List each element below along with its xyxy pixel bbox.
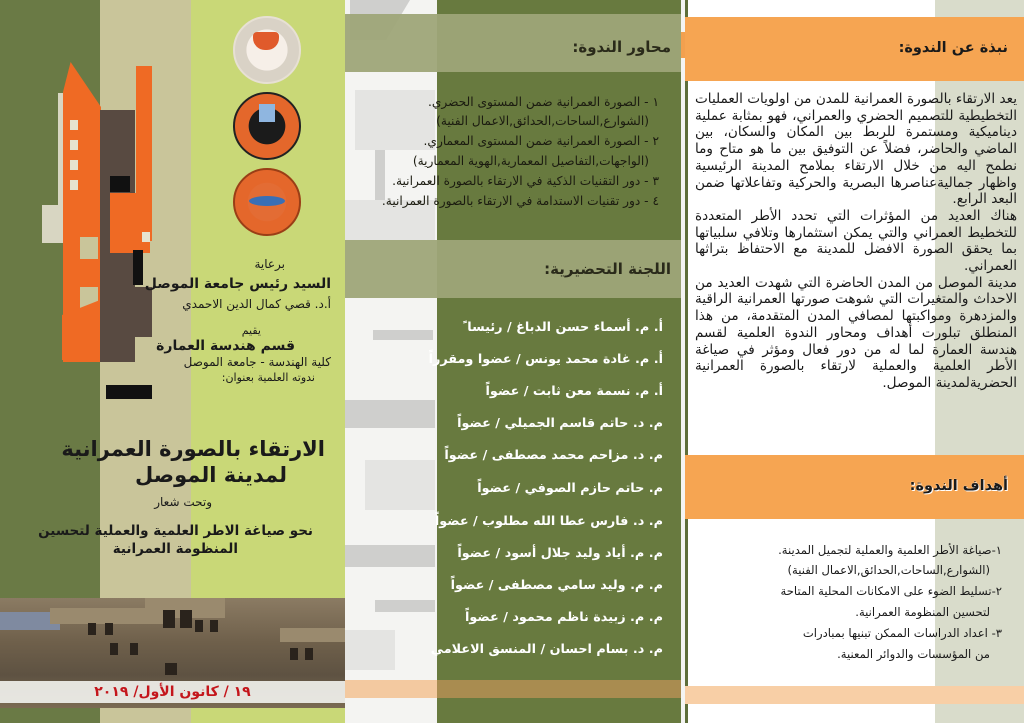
goal-item-1-detail: (الشوارع,الساحات,الحدائق,الاعمال الفنية)	[787, 563, 990, 577]
middle-bottom-band-dark	[437, 680, 681, 698]
organizer-dept: قسم هندسة العمارة	[156, 338, 295, 354]
ministry-logo	[233, 16, 301, 84]
axis-item-1-detail: (الشوارع,الساحات,الحدائق,الاعمال الفنية)	[436, 114, 649, 128]
axis-item-3: ٣ - دور التقنيات الذكية في الارتقاء بالصورة العمرانية.	[392, 174, 659, 188]
committee-member: أ. م. نسمة معن ثابت / عضواً	[485, 384, 663, 399]
axis-item-2-detail: (الواجهات,التفاصيل المعمارية,الهوية المعمارية)	[412, 154, 649, 168]
goal-item-2: ٢-تسليط الضوء على الامكانات المحلية المتاحة	[780, 584, 1002, 598]
axis-item-1: ١ - الصورة العمرانية ضمن المستوى الحضري.	[427, 95, 659, 109]
seminar-title-line2: لمدينة الموصل	[135, 463, 287, 487]
patron-name: أ.د. قصي كمال الدين الاحمدي	[182, 297, 331, 311]
patron-title: السيد رئيس جامعة الموصل	[144, 276, 331, 292]
goal-item-1: ١-صياغة الأطر العلمية والعملية لتجميل المدينة.	[778, 543, 1002, 557]
committee-member: م. د. حاتم قاسم الجميلي / عضواً	[457, 416, 663, 431]
committee-member: م. د. مزاحم محمد مصطفى / عضواً	[444, 448, 663, 463]
committee-member: م. م. زبيدة ناظم محمود / عضواً	[464, 610, 663, 625]
organizer-label: يقيم	[241, 324, 261, 337]
goal-item-3-detail: من المؤسسات والدوائر المعنية.	[837, 647, 990, 661]
about-paragraph: هناك العديد من المؤثرات التي تحدد الأطر المتعددة للتخطيط العمراني والتي يمكن استثمارها وتلافي سلبياتها بما يحقق الصورة الافضل للمدينة مع الاحتفاظ بتراثها العمراني.	[695, 207, 1017, 275]
committee-member: أ. م. أسماء حسن الدباغ / رئيسا ً	[462, 320, 663, 335]
about-text	[695, 91, 1017, 392]
axis-item-2: ٢ - الصورة العمرانية ضمن المستوى المعماري.	[423, 134, 659, 148]
patronage-label: برعاية	[254, 257, 285, 271]
committee-member: م. م. وليد سامي مصطفى / عضواً	[450, 578, 663, 593]
right-panel	[685, 0, 1024, 723]
seminar-intro: ندوته العلمية بعنوان:	[221, 371, 315, 384]
seminar-title-line1: الارتقاء بالصورة العمرانية	[61, 437, 325, 461]
axis-item-4: ٤ - دور تقنيات الاستدامة في الارتقاء بالصورة العمرانية.	[381, 194, 659, 208]
engineering-college-logo	[233, 168, 301, 236]
about-paragraph: يعد الارتقاء بالصورة العمرانية للمدن من اولويات العمليات التخطيطية للتصميم الحضري والعمراني، فهو بمثابة عملية ديناميكية ومستمرة للربط بين المكان والسكان، بين الماضي والحاضر، فضلاً عن التوفيق بين ما هو متاح وما نطمح اليه من خلال الارتقاء بملامح المدينة الرئيسية واظهار جماليةعناصرها البصرية والحركية وتفاعلاتها ضمن البعد الرابع.	[695, 91, 1017, 208]
committee-member: م. د. بسام احسان / المنسق الاعلامي	[430, 642, 663, 657]
cover-panel	[0, 0, 345, 723]
slogan-line2: المنظومة العمرانية	[112, 541, 238, 557]
right-bottom-band	[685, 686, 1024, 704]
about-title: نبذة عن الندوة:	[898, 40, 1008, 56]
axes-title: محاور الندوة:	[572, 38, 671, 56]
about-paragraph: مدينة الموصل من المدن الحاضرة التي شهدت العديد من الاحداث والمتغيرات التي شوهت صورتها العمرانية الراقية والمزدهرة ومواكبتها لمصافي المدن المتقدمة، من هذا المنطلق تبلورت أهداف ومحاور الندوة العلمية لقسم هندسة العمارة لما له من دور فعال ومؤثر في صياغة الأطر العلمية والعملية لارتقاء بالصورة العمرانية الحضريةلمدينة الموصل.	[695, 274, 1017, 391]
committee-member: م. د. فارس عطا الله مطلوب / عضواً	[434, 514, 663, 529]
slogan-label: وتحت شعار	[154, 495, 212, 509]
goal-item-2-detail: لتحسين المنظومة العمرانية.	[855, 605, 990, 619]
middle-panel	[345, 0, 685, 723]
right-panel-border	[685, 0, 688, 723]
committee-title: اللجنة التحضيرية:	[544, 260, 671, 278]
goal-item-3: ٣- اعداد الدراسات الممكن تبنيها بمبادرات	[802, 626, 1002, 640]
slogan-line1: نحو صياغة الاطر العلمية والعملية لتحسين	[38, 523, 313, 539]
university-of-mosul-logo	[233, 92, 301, 160]
seminar-date: ١٩ / كانون الأول/ ٢٠١٩	[0, 681, 345, 703]
committee-member: م. م. أياد وليد جلال أسود / عضواً	[457, 546, 663, 561]
committee-member: أ. م. غادة محمد يونس / عضوا ومقرراً	[428, 352, 663, 367]
goals-title: أهداف الندوة:	[909, 478, 1008, 494]
organizer-college: كلية الهندسة - جامعة الموصل	[183, 355, 331, 369]
committee-member: م. حاتم حازم الصوفي / عضواً	[477, 481, 663, 496]
